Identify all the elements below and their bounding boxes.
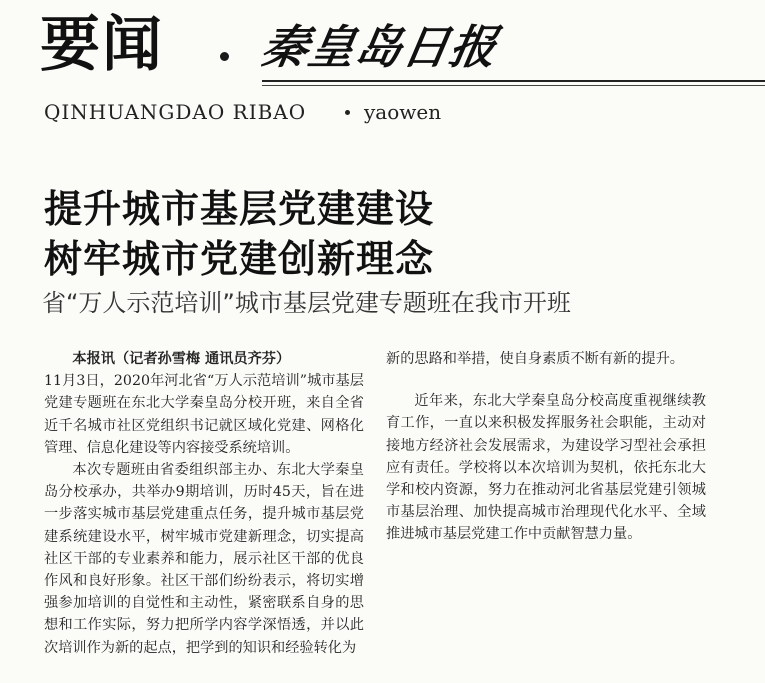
masthead-rule-thin	[262, 85, 765, 86]
byline-paragraph	[44, 348, 364, 370]
article-column-right	[386, 348, 706, 546]
article-paragraph-1: 11月3日，2020年河北省“万人示范培训”城市基层党建专题班在东北大学秦皇岛分校开班，来自全省近千名城市社区党组织书记就区域化党建、网格化管理、信息化建设等内容接受系统培训。	[44, 373, 364, 456]
article-paragraph-2: 本次专题班由省委组织部主办、东北大学秦皇岛分校承办，共举办9期培训，历时45天，旨在进一步落实城市基层党建重点任务，提升城市基层党建系统建设水平，树牢城市党建新理念，切实提高社区干部的专业素养和能力，展示社区干部的优良作风和良好形象。社区干部们纷纷表示，将切实增强参加培训的自觉性和主动性，紧密联系自身的思想和工作实际，努力把所学内容学深悟透，并以此次培训作为新的起点，把学到的知识和经验转化为	[44, 462, 364, 656]
masthead	[0, 0, 765, 128]
byline: 本报讯（记者孙雪梅 通讯员齐芬）	[72, 351, 291, 367]
headline	[44, 184, 744, 284]
section-title: 要闻	[40, 10, 164, 80]
newspaper-name: 秦皇岛日报	[257, 20, 502, 74]
headline-line-1: 提升城市基层党建建设	[44, 187, 435, 231]
article-paragraph-3: 近年来，东北大学秦皇岛分校高度重视继续教育工作，一直以来积极发挥服务社会职能，主动对接地方经济社会发展需求，为建设学习型社会承担应有责任。学校将以本次培训为契机，依托东北大学和校内资源，努力在推动河北省基层党建引领城市基层治理、加快提高城市治理现代化水平、全域推进城市基层党建工作中贡献智慧力量。	[386, 393, 706, 543]
roman-separator-dot-icon	[345, 110, 350, 115]
separator-dot-icon	[220, 52, 229, 61]
article-column-left	[44, 348, 364, 680]
subheadline: 省“万人示范培训”城市基层党建专题班在我市开班	[42, 289, 571, 317]
masthead-rule	[262, 80, 765, 82]
section-romanized: yaowen	[364, 100, 442, 124]
headline-line-2: 树牢城市党建创新理念	[44, 237, 435, 281]
article-paragraph-2-continued: 新的思路和举措，使自身素质不断有新的提升。	[386, 351, 684, 367]
newspaper-romanized-name: QINHUANGDAO RIBAO	[44, 100, 307, 124]
